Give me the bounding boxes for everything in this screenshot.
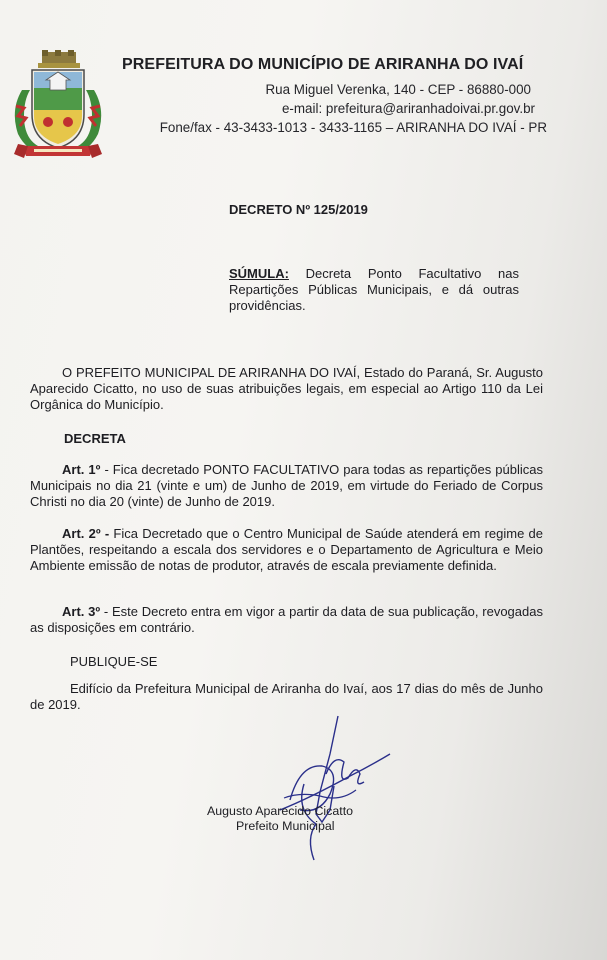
municipality-title: PREFEITURA DO MUNICÍPIO DE ARIRANHA DO IVAÍ — [122, 56, 524, 73]
summary-block — [229, 266, 519, 314]
decreta-heading: DECRETA — [64, 431, 126, 446]
phone-line: Fone/fax - 43-3433-1013 - 3433-1165 – ARIRANHA DO IVAÍ - PR — [159, 120, 547, 135]
summary-label: SÚMULA: — [229, 266, 289, 281]
article-2-text: Fica Decretado que o Centro Municipal de Saúde atenderá em regime de Plantões, respeitando a escala dos servidores e o Departamento de Agricultura e Meio Ambiente emissão de notas de produtor, através de escala previamente definida. — [30, 526, 544, 573]
article-1-text: - Fica decretado PONTO FACULTATIVO para todas as repartições públicas Municipais no dia 21 (vinte e um) de Junho de 2019, em virtude do Feriado de Corpus Christi no dia 20 (vinte) de Junho de 2019. — [30, 462, 543, 509]
email-line: e-mail: prefeitura@ariranhadoivai.pr.gov.br — [281, 101, 535, 116]
intro-paragraph: O PREFEITO MUNICIPAL DE ARIRANHA DO IVAÍ, Estado do Paraná, Sr. Augusto Aparecido Cicatto, no uso de suas atribuições legais, em especial ao Artigo 110 da Lei Orgânica do Município. — [30, 365, 543, 412]
article-3 — [30, 604, 543, 636]
address-line: Rua Miguel Verenka, 140 - CEP - 86880-000 — [265, 82, 531, 97]
article-2 — [30, 526, 543, 574]
signatory-name: Augusto Aparecido Cicatto — [207, 804, 354, 818]
article-1 — [30, 462, 543, 510]
summary-text: Decreta Ponto Facultativo nas Repartições Públicas Municipais, e dá outras providências. — [229, 266, 519, 313]
publique-line: PUBLIQUE-SE — [70, 654, 158, 669]
article-2-label: Art. 2º - — [62, 526, 110, 541]
place-date-paragraph: Edifício da Prefeitura Municipal de Ariranha do Ivaí, aos 17 dias do mês de Junho de 2019. — [30, 681, 543, 712]
article-3-text: - Este Decreto entra em vigor a partir da data de sua publicação, revogadas as disposições em contrário. — [30, 604, 543, 635]
signatory-role: Prefeito Municipal — [236, 819, 335, 833]
article-3-label: Art. 3º — [62, 604, 101, 619]
municipal-crest-icon — [8, 50, 108, 162]
decree-number: DECRETO Nº 125/2019 — [229, 202, 368, 217]
article-1-label: Art. 1º — [62, 462, 101, 477]
handwritten-signature-icon — [260, 714, 400, 864]
